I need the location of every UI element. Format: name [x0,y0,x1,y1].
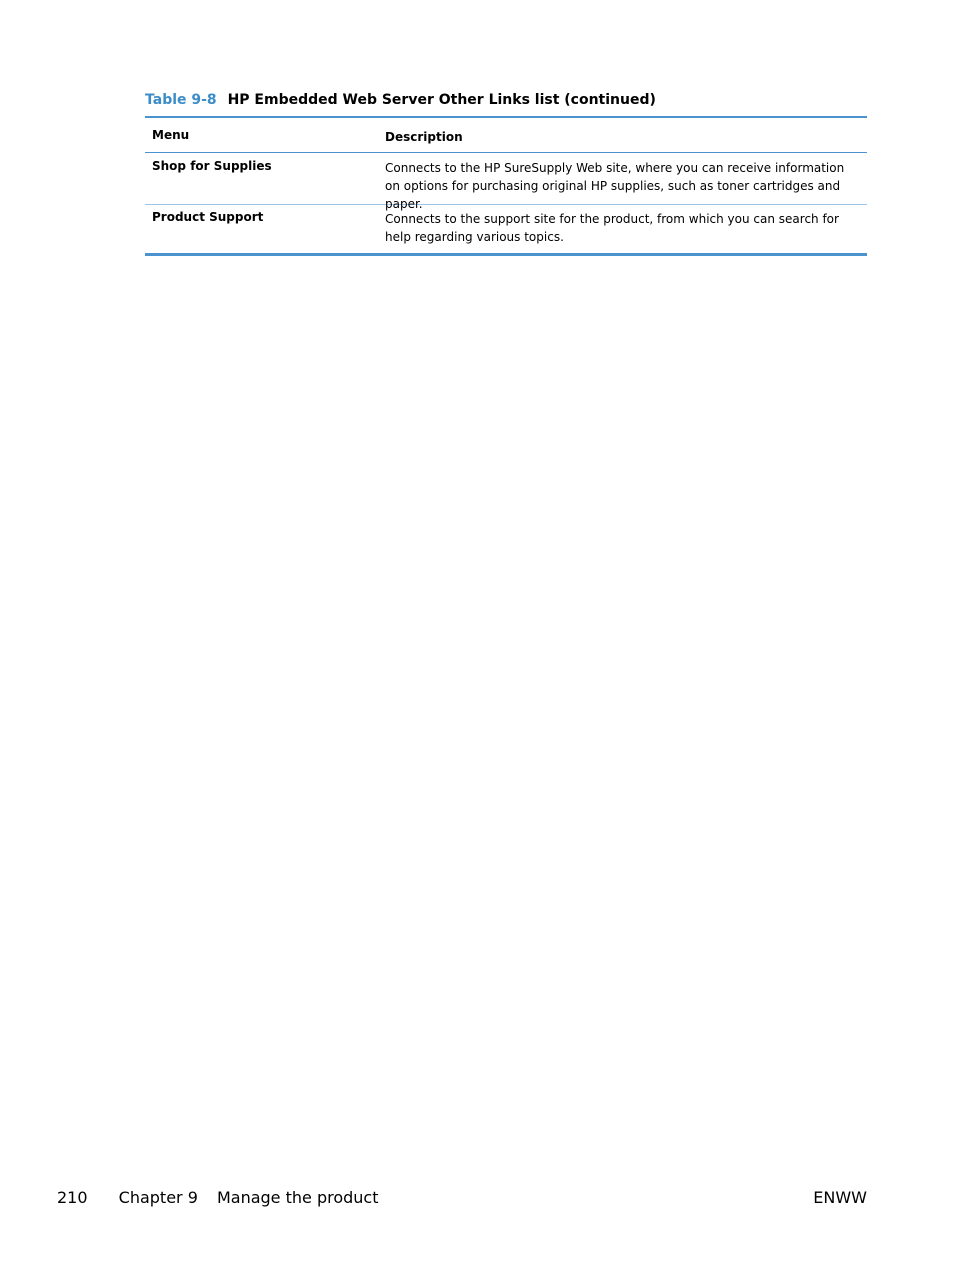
description-cell: Connects to the HP SureSupply Web site, where you can receive information on options for purchasing original HP supplies, such as toner cartridges and paper. [385,161,845,211]
table-bottom-rule [145,253,867,256]
chapter-label: Chapter 9 [118,1188,198,1207]
column-header-description: Description [385,130,463,144]
table-caption [145,92,656,108]
menu-cell: Product Support [152,210,264,224]
page-footer-left [57,1188,379,1207]
table-row [145,153,867,211]
page-number: 210 [57,1188,88,1207]
chapter-title: Manage the product [216,1188,379,1207]
description-cell: Connects to the support site for the product, from which you can search for help regarding various topics. [385,212,839,244]
table-row [145,205,867,253]
column-header-menu: Menu [152,128,190,142]
menu-cell: Shop for Supplies [152,159,272,173]
table-number: Table 9-8 [145,92,217,108]
table-title: HP Embedded Web Server Other Links list (continued) [227,92,656,108]
links-table [145,116,867,256]
edition-label: ENWW [813,1188,867,1207]
table-header-row [145,118,867,153]
